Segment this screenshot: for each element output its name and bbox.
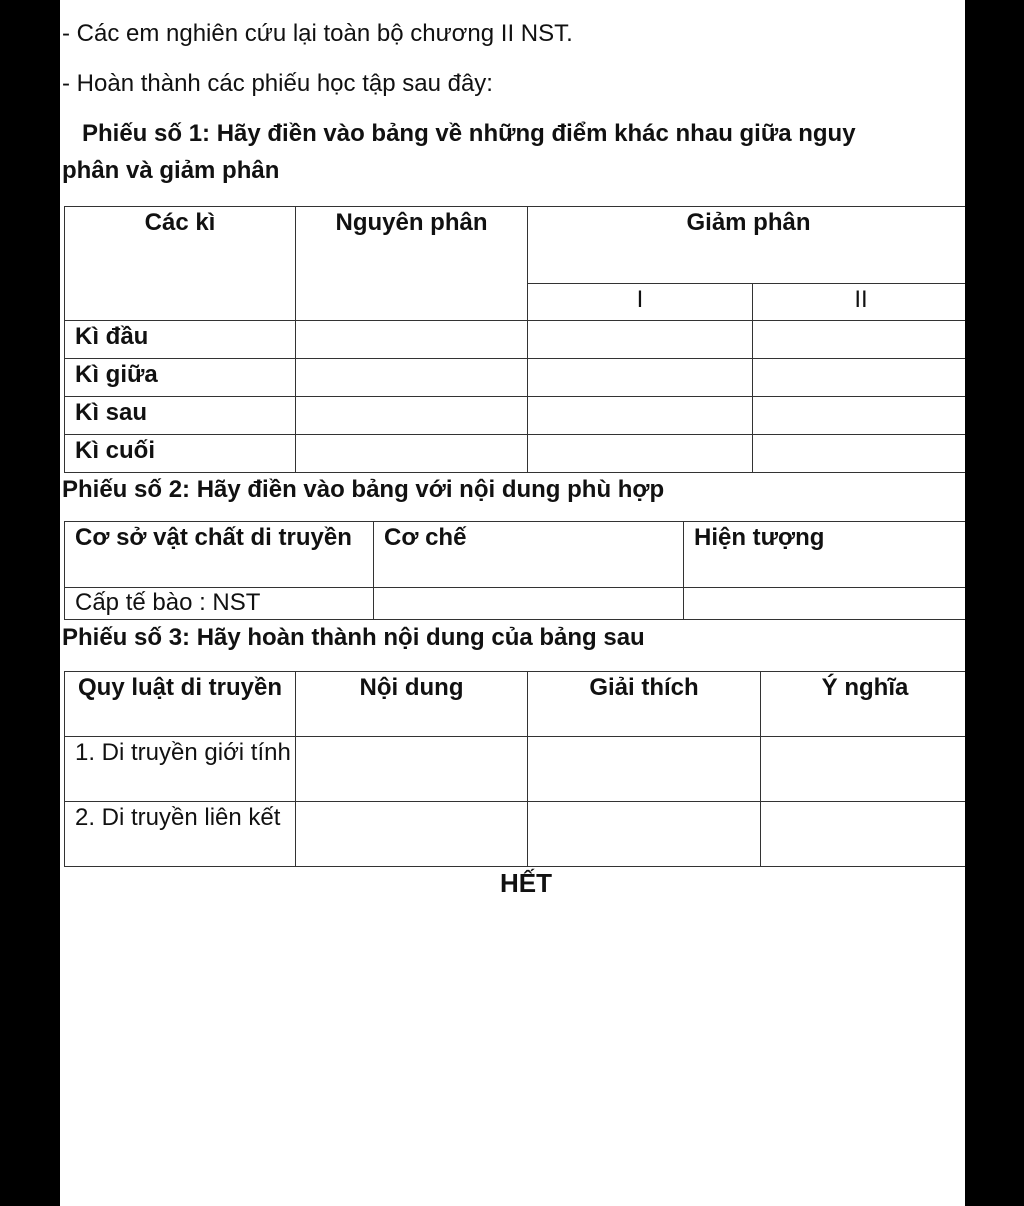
table-cell bbox=[528, 802, 761, 867]
header-meiosis-I: I bbox=[528, 284, 753, 321]
header-explanation: Giải thích bbox=[528, 672, 761, 737]
table-cell bbox=[528, 397, 753, 435]
table-cell bbox=[296, 397, 528, 435]
header-meiosis: Giảm phân bbox=[528, 207, 966, 284]
header-basis: Cơ sở vật chất di truyền bbox=[65, 522, 374, 588]
header-phase: Các kì bbox=[65, 207, 296, 321]
row-phase-label: Kì giữa bbox=[65, 359, 296, 397]
table-cell bbox=[374, 588, 684, 620]
table-cell bbox=[296, 359, 528, 397]
sheet1-title: Phiếu số 1: Hãy điền vào bảng về những điểm khác nhau giữa nguy bbox=[82, 120, 856, 147]
table-cell bbox=[753, 359, 966, 397]
table-cell bbox=[296, 435, 528, 473]
sheet1-title-cont: phân và giảm phân bbox=[62, 157, 280, 184]
table-cell bbox=[528, 359, 753, 397]
table-cell bbox=[753, 435, 966, 473]
header-content: Nội dung bbox=[296, 672, 528, 737]
header-meiosis-II: II bbox=[753, 284, 966, 321]
sheet2-title: Phiếu số 2: Hãy điền vào bảng với nội dung phù hợp bbox=[62, 476, 665, 503]
row-cell-level: Cấp tế bào : NST bbox=[65, 588, 374, 620]
end-marker: HẾT bbox=[500, 868, 552, 898]
table-cell bbox=[528, 321, 753, 359]
table-cell bbox=[684, 588, 966, 620]
table-cell bbox=[296, 802, 528, 867]
sheet2-table bbox=[64, 521, 965, 620]
table-cell bbox=[296, 321, 528, 359]
instruction-2: - Hoàn thành các phiếu học tập sau đây: bbox=[62, 70, 493, 97]
table-cell bbox=[296, 737, 528, 802]
header-law: Quy luật di truyền bbox=[65, 672, 296, 737]
table-cell bbox=[753, 397, 966, 435]
table-cell bbox=[761, 737, 966, 802]
row-phase-label: Kì cuối bbox=[65, 435, 296, 473]
document-page bbox=[60, 0, 965, 1206]
header-mechanism: Cơ chế bbox=[374, 522, 684, 588]
table-cell bbox=[761, 802, 966, 867]
header-mitosis: Nguyên phân bbox=[296, 207, 528, 321]
row-phase-label: Kì sau bbox=[65, 397, 296, 435]
table-cell bbox=[528, 737, 761, 802]
sheet3-table bbox=[64, 671, 965, 867]
row-law-label: 1. Di truyền giới tính bbox=[65, 737, 296, 802]
header-phenomenon: Hiện tượng bbox=[684, 522, 966, 588]
table-cell bbox=[753, 321, 966, 359]
row-phase-label: Kì đầu bbox=[65, 321, 296, 359]
sheet3-title: Phiếu số 3: Hãy hoàn thành nội dung của bảng sau bbox=[62, 624, 645, 651]
sheet1-table bbox=[64, 206, 965, 473]
instruction-1: - Các em nghiên cứu lại toàn bộ chương II NST. bbox=[62, 20, 573, 47]
header-meaning: Ý nghĩa bbox=[761, 672, 966, 737]
table-cell bbox=[528, 435, 753, 473]
row-law-label: 2. Di truyền liên kết bbox=[65, 802, 296, 867]
